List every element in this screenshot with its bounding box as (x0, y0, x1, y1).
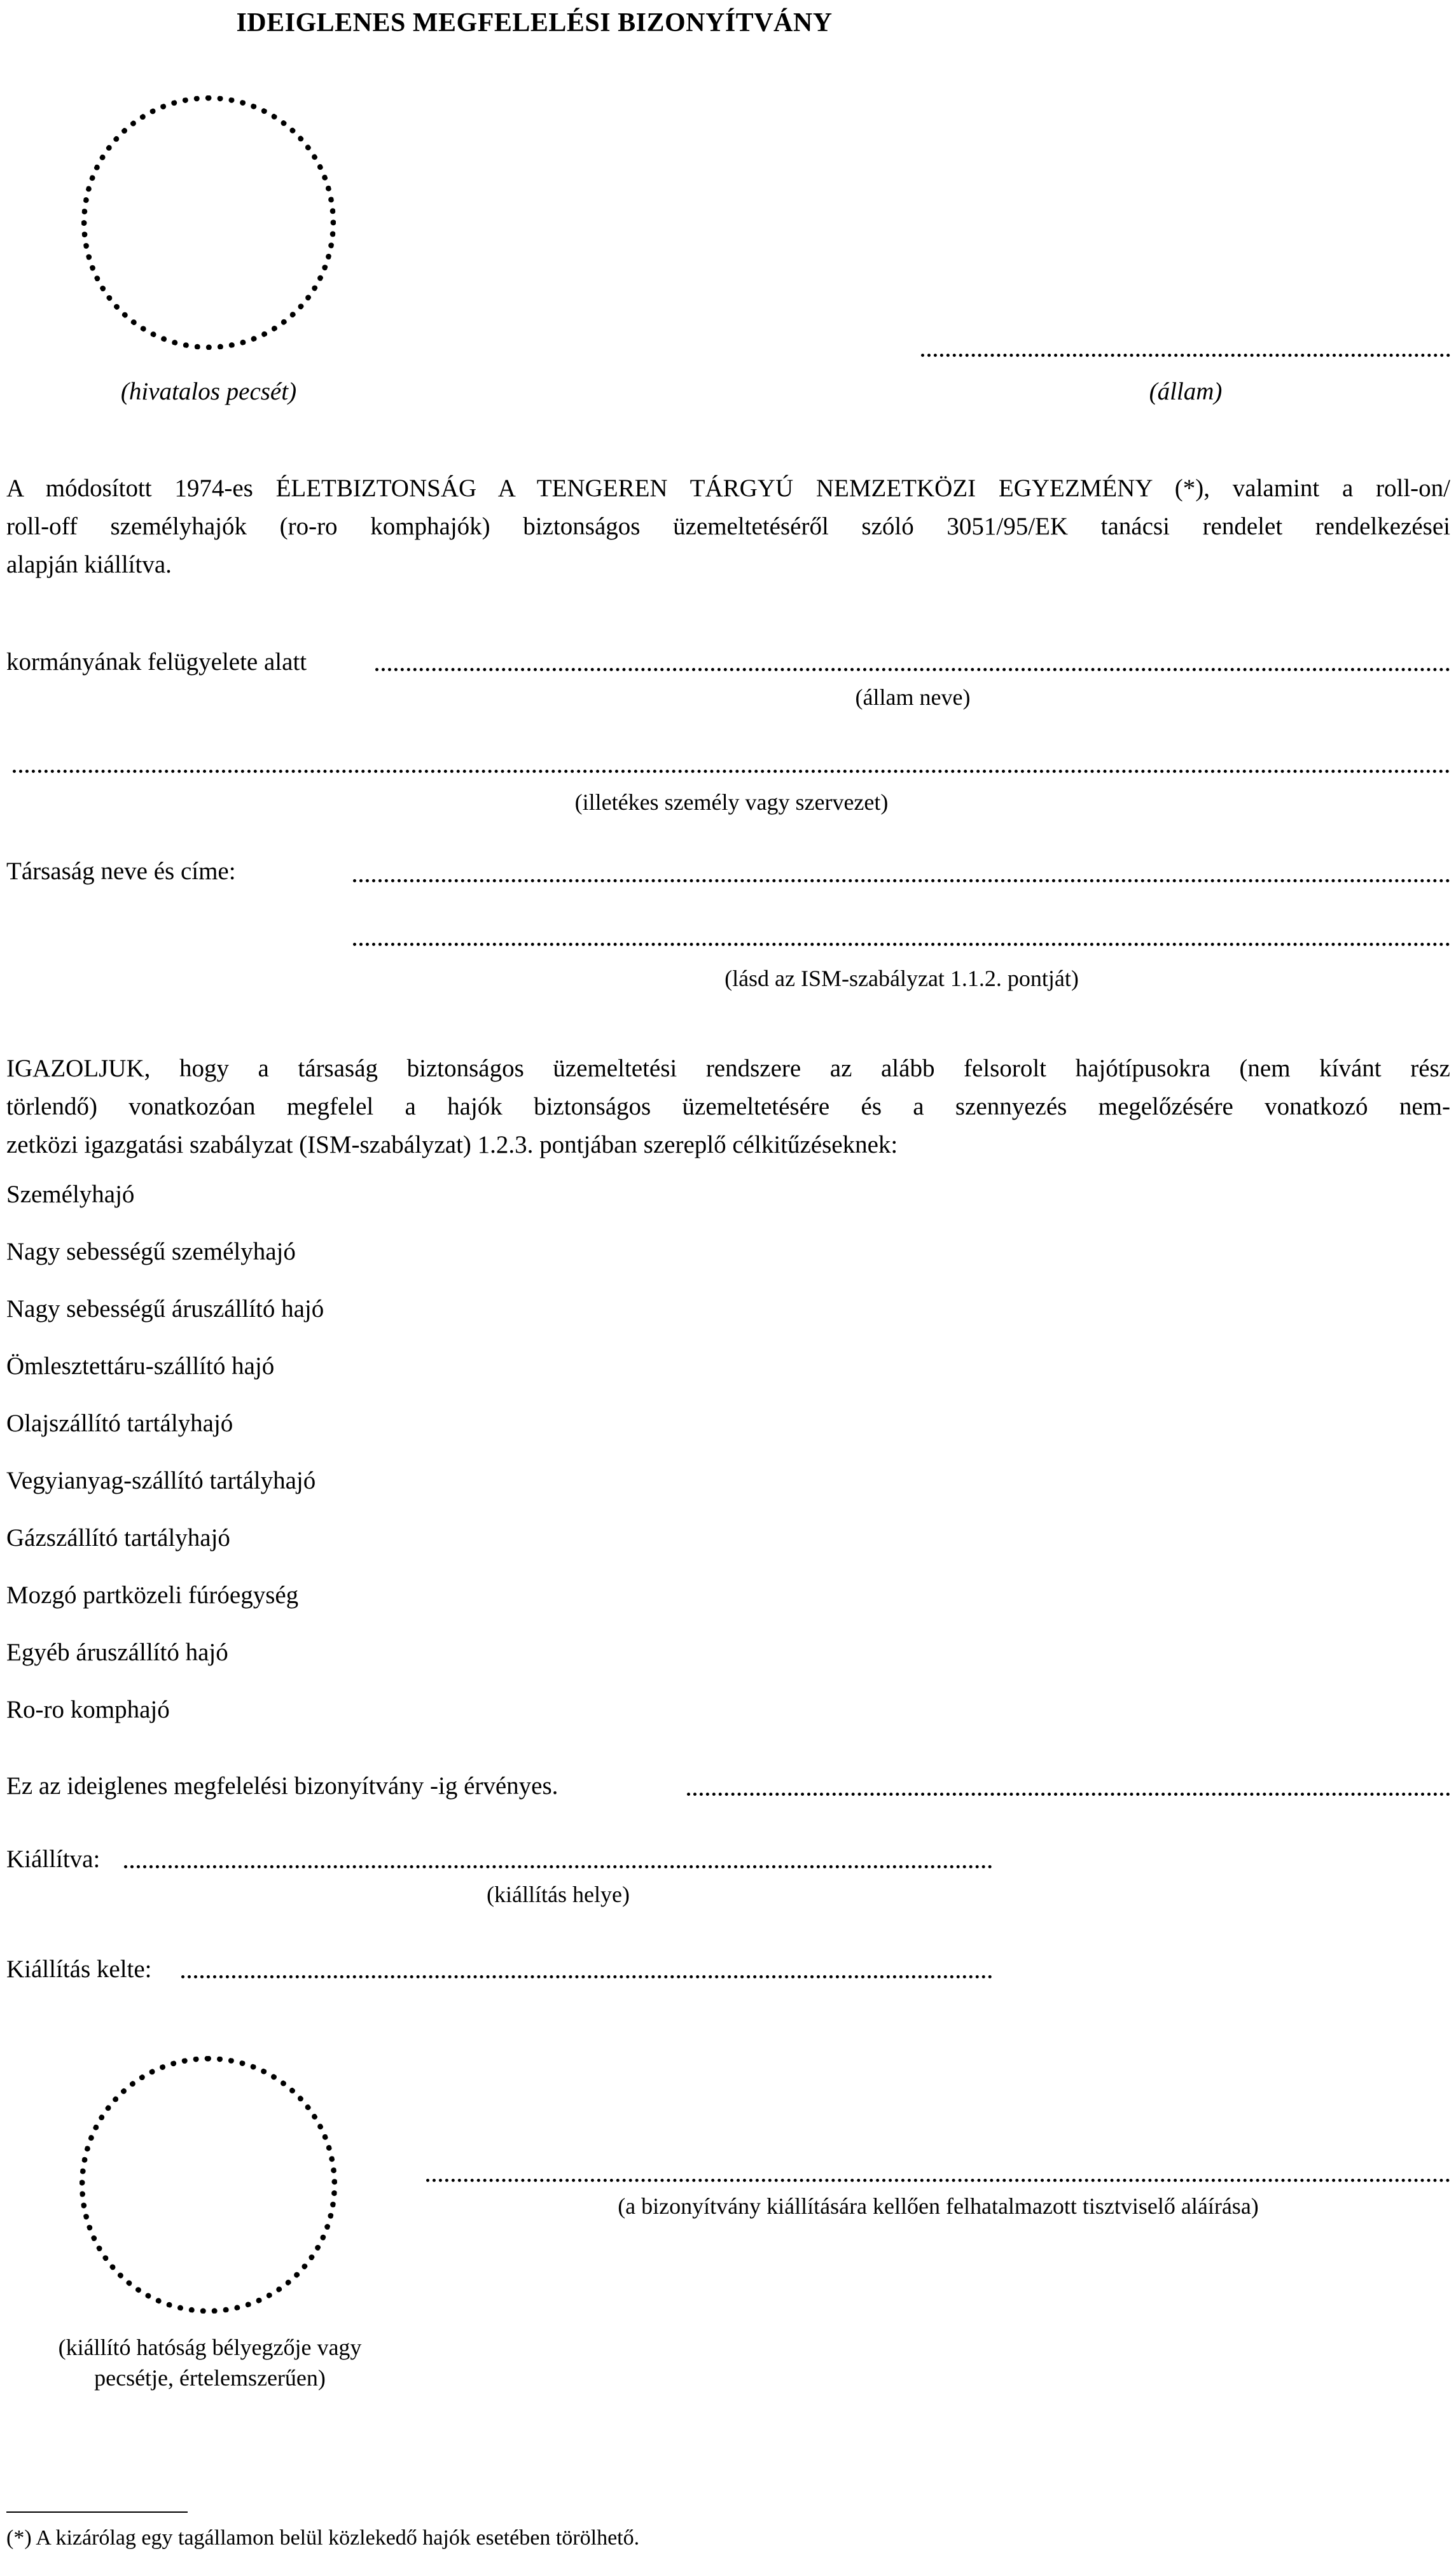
ship-type-item: Személyhajó (6, 1181, 135, 1208)
issued-at-label: Kiállítva: (6, 1845, 101, 1873)
intro-line: A módosított 1974-es ÉLETBIZTONSÁG A TENGEREN TÁRGYÚ NEMZETKÖZI EGYEZMÉNY (*), valamint a roll-on/ (6, 475, 1450, 502)
issuer-stamp-caption-line: (kiállító hatóság bélyegzője vagy (58, 2335, 362, 2360)
government-dotted-field[interactable] (375, 668, 1450, 671)
company-dotted-field-2[interactable] (353, 943, 1450, 946)
state-name-caption: (állam neve) (855, 684, 971, 710)
ship-type-item: Mozgó partközeli fúróegység (6, 1581, 299, 1609)
official-seal-placeholder (81, 95, 336, 350)
company-label: Társaság neve és címe: (6, 858, 236, 885)
signature-dotted-field[interactable] (426, 2179, 1450, 2182)
issued-place-caption: (kiállítás helye) (487, 1882, 630, 1907)
ism-reference-caption: (lásd az ISM-szabályzat 1.1.2. pontját) (725, 966, 1079, 991)
issue-date-label: Kiállítás kelte: (6, 1955, 152, 1983)
ship-type-item: Vegyianyag-szállító tartályhajó (6, 1467, 316, 1494)
intro-line: alapján kiállítva. (6, 551, 172, 578)
validity-label: Ez az ideiglenes megfelelési bizonyítvány -ig érvényes. (6, 1772, 558, 1800)
state-dotted-field[interactable] (921, 354, 1450, 357)
intro-paragraph (6, 469, 1450, 584)
state-caption: (állam) (1149, 378, 1223, 405)
issued-at-dotted-field[interactable] (124, 1865, 992, 1868)
ship-type-item: Gázszállító tartályhajó (6, 1524, 230, 1552)
ship-type-item: Nagy sebességű áruszállító hajó (6, 1295, 324, 1323)
official-seal-caption: (hivatalos pecsét) (120, 378, 297, 405)
ship-type-item: Nagy sebességű személyhajó (6, 1238, 296, 1265)
company-dotted-field-1[interactable] (353, 879, 1450, 882)
validity-dotted-field[interactable] (687, 1793, 1450, 1796)
competent-person-dotted-field[interactable] (13, 770, 1450, 773)
footnote-divider (6, 2511, 188, 2513)
certification-paragraph (6, 1050, 1450, 1164)
government-label: kormányának felügyelete alatt (6, 648, 307, 676)
issuer-stamp-caption-line: pecsétje, értelemszerűen) (94, 2365, 326, 2391)
certify-line: IGAZOLJUK, hogy a társaság biztonságos üzemeltetési rendszere az alább felsorolt hajótípusokra (nem kívánt rész (6, 1055, 1450, 1082)
ship-type-item: Ömlesztettáru-szállító hajó (6, 1352, 275, 1380)
certify-line: törlendő) vonatkozóan megfelel a hajók biztonságos üzemeltetésére és a szennyezés megelőzésére vonatkozó nem- (6, 1093, 1450, 1120)
issuer-stamp-placeholder (80, 2056, 337, 2314)
ship-type-item: Ro-ro komphajó (6, 1696, 170, 1723)
ship-type-item: Egyéb áruszállító hajó (6, 1639, 228, 1666)
issue-date-dotted-field[interactable] (181, 1975, 992, 1978)
signature-caption: (a bizonyítvány kiállítására kellően felhatalmazott tisztviselő aláírása) (618, 2193, 1259, 2219)
competent-person-caption: (illetékes személy vagy szervezet) (574, 789, 889, 815)
document-title: IDEIGLENES MEGFELELÉSI BIZONYÍTVÁNY (236, 8, 833, 38)
footnote: (*) A kizárólag egy tagállamon belül közlekedő hajók esetében törölhető. (6, 2526, 640, 2550)
ship-type-item: Olajszállító tartályhajó (6, 1410, 233, 1437)
certify-line: zetközi igazgatási szabályzat (ISM-szabályzat) 1.2.3. pontjában szereplő célkitűzéseknek: (6, 1131, 898, 1158)
intro-line: roll-off személyhajók (ro-ro komphajók) biztonságos üzemeltetéséről szóló 3051/95/EK tanácsi rendelet rendelkezései (6, 513, 1450, 540)
